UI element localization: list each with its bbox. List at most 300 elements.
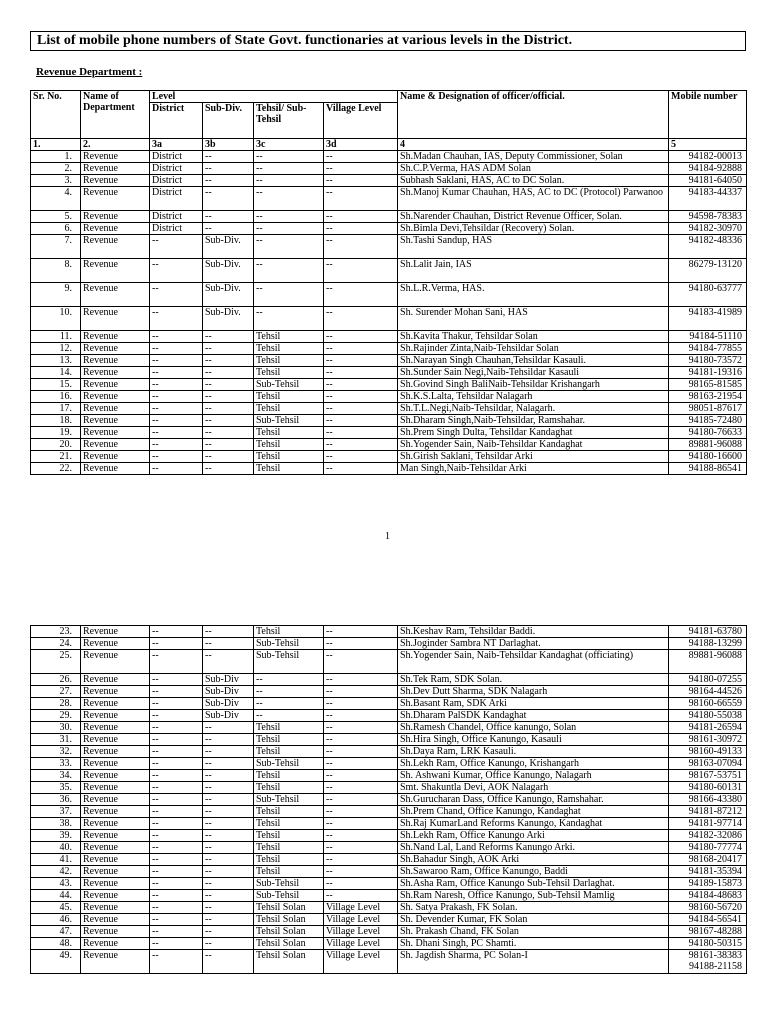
- tehsil-cell: Sub-Tehsil: [254, 890, 324, 902]
- header-tehsil: Tehsil/ Sub-Tehsil: [254, 103, 324, 139]
- mobile-number-cell: 98161-30972: [669, 734, 747, 746]
- department-cell: Revenue: [81, 926, 150, 938]
- tehsil-cell: Tehsil: [254, 842, 324, 854]
- tehsil-cell: Tehsil: [254, 854, 324, 866]
- village-cell: --: [324, 722, 398, 734]
- district-cell: --: [150, 938, 203, 950]
- department-cell: Revenue: [81, 367, 150, 379]
- table-row: [31, 722, 747, 734]
- mobile-number-cell: 98167-48288: [669, 926, 747, 938]
- subdiv-cell: --: [203, 734, 254, 746]
- mobile-number-cell: 94181-19316: [669, 367, 747, 379]
- department-cell: Revenue: [81, 391, 150, 403]
- table-row: [31, 818, 747, 830]
- department-cell: Revenue: [81, 914, 150, 926]
- name-designation-cell: Sh.Lalit Jain, IAS: [398, 259, 669, 283]
- department-cell: Revenue: [81, 650, 150, 674]
- village-cell: --: [324, 259, 398, 283]
- table-row: [31, 830, 747, 842]
- sr-no-cell: 20.: [31, 439, 81, 451]
- tehsil-cell: Sub-Tehsil: [254, 878, 324, 890]
- sr-no-cell: 31.: [31, 734, 81, 746]
- sr-no-cell: 41.: [31, 854, 81, 866]
- sr-no-cell: 40.: [31, 842, 81, 854]
- table-row: [31, 331, 747, 343]
- tehsil-cell: Tehsil: [254, 439, 324, 451]
- district-cell: --: [150, 830, 203, 842]
- department-cell: Revenue: [81, 806, 150, 818]
- subdiv-cell: Sub-Div.: [203, 283, 254, 307]
- village-cell: --: [324, 830, 398, 842]
- name-designation-cell: Sh.K.S.Lalta, Tehsildar Nalagarh: [398, 391, 669, 403]
- tehsil-cell: --: [254, 151, 324, 163]
- header-name-designation: Name & Designation of officer/official.: [398, 91, 669, 139]
- department-cell: Revenue: [81, 259, 150, 283]
- district-cell: --: [150, 259, 203, 283]
- tehsil-cell: Tehsil: [254, 818, 324, 830]
- department-cell: Revenue: [81, 938, 150, 950]
- name-designation-cell: Sh.Lekh Ram, Office Kanungo, Krishangarh: [398, 758, 669, 770]
- table-row: [31, 451, 747, 463]
- header-level: Level: [150, 91, 398, 103]
- mobile-number-cell: 94181-35394: [669, 866, 747, 878]
- tehsil-cell: --: [254, 674, 324, 686]
- table-row: [31, 403, 747, 415]
- name-designation-cell: Sh.Prem Singh Dulta, Tehsildar Kandaghat: [398, 427, 669, 439]
- department-cell: Revenue: [81, 686, 150, 698]
- district-cell: --: [150, 379, 203, 391]
- district-cell: District: [150, 187, 203, 211]
- name-designation-cell: Sh. Devender Kumar, FK Solan: [398, 914, 669, 926]
- department-cell: Revenue: [81, 950, 150, 974]
- village-cell: --: [324, 367, 398, 379]
- mobile-number-cell: 89881-96088: [669, 650, 747, 674]
- sr-no-cell: 43.: [31, 878, 81, 890]
- department-cell: Revenue: [81, 331, 150, 343]
- mobile-number-cell: 98164-44526: [669, 686, 747, 698]
- sr-no-cell: 33.: [31, 758, 81, 770]
- sr-no-cell: 32.: [31, 746, 81, 758]
- district-cell: --: [150, 818, 203, 830]
- department-cell: Revenue: [81, 878, 150, 890]
- tehsil-cell: Tehsil: [254, 463, 324, 475]
- village-cell: --: [324, 674, 398, 686]
- table-row: [31, 283, 747, 307]
- table-row: [31, 427, 747, 439]
- table-row: [31, 211, 747, 223]
- subdiv-cell: Sub-Div: [203, 698, 254, 710]
- name-designation-cell: Sh. Prakash Chand, FK Solan: [398, 926, 669, 938]
- table-row: [31, 187, 747, 211]
- name-designation-cell: Sh.Hira Singh, Office Kanungo, Kasauli: [398, 734, 669, 746]
- tehsil-cell: Tehsil: [254, 830, 324, 842]
- code-subdiv: 3b: [203, 139, 254, 151]
- district-cell: District: [150, 223, 203, 235]
- table-row: [31, 926, 747, 938]
- department-heading: Revenue Department :: [36, 66, 143, 78]
- table-row: [31, 758, 747, 770]
- sr-no-cell: 2.: [31, 163, 81, 175]
- tehsil-cell: Tehsil Solan: [254, 902, 324, 914]
- department-cell: Revenue: [81, 770, 150, 782]
- department-cell: Revenue: [81, 355, 150, 367]
- subdiv-cell: --: [203, 343, 254, 355]
- village-cell: --: [324, 782, 398, 794]
- district-cell: --: [150, 842, 203, 854]
- table-row: [31, 746, 747, 758]
- village-cell: --: [324, 211, 398, 223]
- tehsil-cell: Tehsil: [254, 722, 324, 734]
- table-row: [31, 151, 747, 163]
- subdiv-cell: --: [203, 878, 254, 890]
- village-cell: --: [324, 439, 398, 451]
- mobile-number-cell: 94180-16600: [669, 451, 747, 463]
- tehsil-cell: --: [254, 307, 324, 331]
- sr-no-cell: 11.: [31, 331, 81, 343]
- subdiv-cell: --: [203, 650, 254, 674]
- name-designation-cell: Sh.Yogender Sain, Naib-Tehsildar Kandaghat (officiating): [398, 650, 669, 674]
- name-designation-cell: Sh.Bimla Devi,Tehsildar (Recovery) Solan.: [398, 223, 669, 235]
- department-cell: Revenue: [81, 451, 150, 463]
- district-cell: --: [150, 734, 203, 746]
- district-cell: --: [150, 902, 203, 914]
- sr-no-cell: 3.: [31, 175, 81, 187]
- table-row: [31, 782, 747, 794]
- mobile-number-cell: 94180-50315: [669, 938, 747, 950]
- department-cell: Revenue: [81, 746, 150, 758]
- village-cell: --: [324, 734, 398, 746]
- mobile-number-cell: 94183-41989: [669, 307, 747, 331]
- mobile-number-cell: 98051-87617: [669, 403, 747, 415]
- table-row: [31, 367, 747, 379]
- village-cell: --: [324, 770, 398, 782]
- mobile-number-cell: 98166-43380: [669, 794, 747, 806]
- subdiv-cell: --: [203, 770, 254, 782]
- code-tehsil: 3c: [254, 139, 324, 151]
- subdiv-cell: --: [203, 439, 254, 451]
- subdiv-cell: --: [203, 866, 254, 878]
- mobile-number-cell: 94182-00013: [669, 151, 747, 163]
- village-cell: --: [324, 403, 398, 415]
- subdiv-cell: --: [203, 211, 254, 223]
- tehsil-cell: Tehsil Solan: [254, 926, 324, 938]
- table-row: [31, 223, 747, 235]
- subdiv-cell: --: [203, 187, 254, 211]
- subdiv-cell: --: [203, 830, 254, 842]
- sr-no-cell: 22.: [31, 463, 81, 475]
- sr-no-cell: 44.: [31, 890, 81, 902]
- sr-no-cell: 34.: [31, 770, 81, 782]
- sr-no-cell: 6.: [31, 223, 81, 235]
- name-designation-cell: Sh. Satya Prakash, FK Solan.: [398, 902, 669, 914]
- tehsil-cell: --: [254, 259, 324, 283]
- district-cell: --: [150, 686, 203, 698]
- sr-no-cell: 12.: [31, 343, 81, 355]
- subdiv-cell: --: [203, 794, 254, 806]
- department-cell: Revenue: [81, 890, 150, 902]
- subdiv-cell: --: [203, 842, 254, 854]
- village-cell: --: [324, 223, 398, 235]
- department-cell: Revenue: [81, 902, 150, 914]
- district-cell: --: [150, 950, 203, 974]
- village-cell: --: [324, 187, 398, 211]
- contacts-table-page-1: [30, 90, 747, 475]
- tehsil-cell: Sub-Tehsil: [254, 379, 324, 391]
- table-row: [31, 674, 747, 686]
- name-designation-cell: Sh. Jagdish Sharma, PC Solan-I: [398, 950, 669, 974]
- table-row: [31, 259, 747, 283]
- village-cell: --: [324, 235, 398, 259]
- tehsil-cell: Tehsil: [254, 746, 324, 758]
- subdiv-cell: --: [203, 355, 254, 367]
- sr-no-cell: 49.: [31, 950, 81, 974]
- department-cell: Revenue: [81, 698, 150, 710]
- department-cell: Revenue: [81, 794, 150, 806]
- district-cell: --: [150, 391, 203, 403]
- sr-no-cell: 23.: [31, 626, 81, 638]
- tehsil-cell: Tehsil: [254, 403, 324, 415]
- name-designation-cell: Sh.Tashi Sandup, HAS: [398, 235, 669, 259]
- mobile-number-cell: 94184-77855: [669, 343, 747, 355]
- header-mobile: Mobile number: [669, 91, 747, 139]
- sr-no-cell: 42.: [31, 866, 81, 878]
- village-cell: --: [324, 626, 398, 638]
- village-cell: --: [324, 794, 398, 806]
- contacts-table-page-2: [30, 625, 747, 974]
- village-cell: --: [324, 391, 398, 403]
- subdiv-cell: --: [203, 638, 254, 650]
- village-cell: --: [324, 355, 398, 367]
- mobile-number-cell: 94182-48336: [669, 235, 747, 259]
- village-cell: Village Level: [324, 926, 398, 938]
- mobile-number-cell: 94184-51110: [669, 331, 747, 343]
- tehsil-cell: Tehsil: [254, 770, 324, 782]
- village-cell: --: [324, 415, 398, 427]
- sr-no-cell: 9.: [31, 283, 81, 307]
- subdiv-cell: --: [203, 782, 254, 794]
- table-row: [31, 439, 747, 451]
- subdiv-cell: --: [203, 890, 254, 902]
- tehsil-cell: --: [254, 163, 324, 175]
- sr-no-cell: 29.: [31, 710, 81, 722]
- name-designation-cell: Sh.Yogender Sain, Naib-Tehsildar Kandaghat: [398, 439, 669, 451]
- department-cell: Revenue: [81, 403, 150, 415]
- village-cell: Village Level: [324, 950, 398, 974]
- code-district: 3a: [150, 139, 203, 151]
- subdiv-cell: --: [203, 163, 254, 175]
- village-cell: --: [324, 343, 398, 355]
- mobile-number-cell: 94180-73572: [669, 355, 747, 367]
- district-cell: --: [150, 355, 203, 367]
- subdiv-cell: --: [203, 914, 254, 926]
- mobile-number-cell: 94598-78383: [669, 211, 747, 223]
- page-number: 1: [385, 531, 390, 542]
- name-designation-cell: Sh.L.R.Verma, HAS.: [398, 283, 669, 307]
- sr-no-cell: 7.: [31, 235, 81, 259]
- tehsil-cell: Tehsil: [254, 343, 324, 355]
- mobile-number-cell: 94181-26594: [669, 722, 747, 734]
- table-row: [31, 710, 747, 722]
- mobile-number-cell: 94185-72480: [669, 415, 747, 427]
- mobile-number-cell: 86279-13120: [669, 259, 747, 283]
- header-department: Name of Department: [81, 91, 150, 139]
- department-cell: Revenue: [81, 463, 150, 475]
- mobile-number-cell: 98161-38383 94188-21158: [669, 950, 747, 974]
- name-designation-cell: Man Singh,Naib-Tehsildar Arki: [398, 463, 669, 475]
- district-cell: --: [150, 626, 203, 638]
- mobile-number-cell: 94189-15873: [669, 878, 747, 890]
- department-cell: Revenue: [81, 842, 150, 854]
- village-cell: --: [324, 650, 398, 674]
- department-cell: Revenue: [81, 830, 150, 842]
- table-row: [31, 878, 747, 890]
- district-cell: District: [150, 175, 203, 187]
- name-designation-cell: Sh.Narender Chauhan, District Revenue Officer, Solan.: [398, 211, 669, 223]
- district-cell: --: [150, 403, 203, 415]
- district-cell: --: [150, 806, 203, 818]
- table-row: [31, 890, 747, 902]
- table-row: [31, 866, 747, 878]
- sr-no-cell: 48.: [31, 938, 81, 950]
- district-cell: District: [150, 211, 203, 223]
- department-cell: Revenue: [81, 866, 150, 878]
- district-cell: --: [150, 914, 203, 926]
- sr-no-cell: 19.: [31, 427, 81, 439]
- tehsil-cell: Tehsil Solan: [254, 950, 324, 974]
- table-row: [31, 626, 747, 638]
- department-cell: Revenue: [81, 415, 150, 427]
- subdiv-cell: --: [203, 151, 254, 163]
- village-cell: --: [324, 163, 398, 175]
- sr-no-cell: 35.: [31, 782, 81, 794]
- sr-no-cell: 24.: [31, 638, 81, 650]
- sr-no-cell: 8.: [31, 259, 81, 283]
- subdiv-cell: --: [203, 758, 254, 770]
- subdiv-cell: --: [203, 427, 254, 439]
- header-sr-no: Sr. No.: [31, 91, 81, 139]
- department-cell: Revenue: [81, 187, 150, 211]
- mobile-number-cell: 94180-07255: [669, 674, 747, 686]
- name-designation-cell: Sh.Gurucharan Dass, Office Kanungo, Ramshahar.: [398, 794, 669, 806]
- tehsil-cell: Sub-Tehsil: [254, 650, 324, 674]
- mobile-number-cell: 94184-56541: [669, 914, 747, 926]
- name-designation-cell: Sh. Dhani Singh, PC Shamti.: [398, 938, 669, 950]
- subdiv-cell: --: [203, 938, 254, 950]
- tehsil-cell: Sub-Tehsil: [254, 638, 324, 650]
- sr-no-cell: 46.: [31, 914, 81, 926]
- subdiv-cell: Sub-Div.: [203, 307, 254, 331]
- department-cell: Revenue: [81, 211, 150, 223]
- mobile-number-cell: 94180-63777: [669, 283, 747, 307]
- name-designation-cell: Sh.Lekh Ram, Office Kanungo Arki: [398, 830, 669, 842]
- district-cell: --: [150, 307, 203, 331]
- subdiv-cell: --: [203, 626, 254, 638]
- village-cell: --: [324, 698, 398, 710]
- department-cell: Revenue: [81, 782, 150, 794]
- mobile-number-cell: 94184-92888: [669, 163, 747, 175]
- tehsil-cell: --: [254, 211, 324, 223]
- subdiv-cell: Sub-Div: [203, 686, 254, 698]
- district-cell: --: [150, 854, 203, 866]
- tehsil-cell: Tehsil: [254, 391, 324, 403]
- sr-no-cell: 38.: [31, 818, 81, 830]
- table-row: [31, 638, 747, 650]
- village-cell: --: [324, 638, 398, 650]
- department-cell: Revenue: [81, 283, 150, 307]
- tehsil-cell: Sub-Tehsil: [254, 758, 324, 770]
- name-designation-cell: Sh.Joginder Sambra NT Darlaghat.: [398, 638, 669, 650]
- table-row: [31, 415, 747, 427]
- tehsil-cell: --: [254, 283, 324, 307]
- tehsil-cell: --: [254, 698, 324, 710]
- mobile-number-cell: 94181-63780: [669, 626, 747, 638]
- village-cell: Village Level: [324, 914, 398, 926]
- district-cell: --: [150, 782, 203, 794]
- district-cell: --: [150, 746, 203, 758]
- district-cell: --: [150, 674, 203, 686]
- sr-no-cell: 21.: [31, 451, 81, 463]
- village-cell: --: [324, 842, 398, 854]
- tehsil-cell: Tehsil: [254, 626, 324, 638]
- tehsil-cell: Tehsil: [254, 806, 324, 818]
- table-row: [31, 163, 747, 175]
- subdiv-cell: --: [203, 902, 254, 914]
- tehsil-cell: Tehsil: [254, 866, 324, 878]
- name-designation-cell: Sh.Sunder Sain Negi,Naib-Tehsildar Kasauli: [398, 367, 669, 379]
- name-designation-cell: Sh.T.L.Negi,Naib-Tehsildar, Nalagarh.: [398, 403, 669, 415]
- sr-no-cell: 30.: [31, 722, 81, 734]
- name-designation-cell: Sh.Rajinder Zinta,Naib-Tehsildar Solan: [398, 343, 669, 355]
- district-cell: --: [150, 878, 203, 890]
- mobile-number-cell: 94180-60131: [669, 782, 747, 794]
- department-cell: Revenue: [81, 427, 150, 439]
- name-designation-cell: Sh.Prem Chand, Office Kanungo, Kandaghat: [398, 806, 669, 818]
- table-row: [31, 902, 747, 914]
- table-row: [31, 343, 747, 355]
- subdiv-cell: --: [203, 223, 254, 235]
- table-row: [31, 854, 747, 866]
- sr-no-cell: 5.: [31, 211, 81, 223]
- department-cell: Revenue: [81, 235, 150, 259]
- table-row: [31, 235, 747, 259]
- mobile-number-cell: 94188-13299: [669, 638, 747, 650]
- district-cell: --: [150, 367, 203, 379]
- department-cell: Revenue: [81, 722, 150, 734]
- village-cell: --: [324, 331, 398, 343]
- subdiv-cell: --: [203, 854, 254, 866]
- sr-no-cell: 14.: [31, 367, 81, 379]
- code-village: 3d: [324, 139, 398, 151]
- district-cell: --: [150, 758, 203, 770]
- name-designation-cell: Sh. Ashwani Kumar, Office Kanungo, Nalagarh: [398, 770, 669, 782]
- village-cell: --: [324, 175, 398, 187]
- tehsil-cell: Sub-Tehsil: [254, 415, 324, 427]
- table-row: [31, 770, 747, 782]
- name-designation-cell: Sh. Surender Mohan Sani, HAS: [398, 307, 669, 331]
- village-cell: --: [324, 818, 398, 830]
- mobile-number-cell: 98160-66559: [669, 698, 747, 710]
- tehsil-cell: Tehsil Solan: [254, 914, 324, 926]
- tehsil-cell: --: [254, 235, 324, 259]
- sr-no-cell: 10.: [31, 307, 81, 331]
- department-cell: Revenue: [81, 734, 150, 746]
- name-designation-cell: Sh.Govind Singh BaliNaib-Tehsildar Krishangarh: [398, 379, 669, 391]
- mobile-number-cell: 94180-76633: [669, 427, 747, 439]
- district-cell: --: [150, 415, 203, 427]
- district-cell: District: [150, 163, 203, 175]
- tehsil-cell: Sub-Tehsil: [254, 794, 324, 806]
- sr-no-cell: 1.: [31, 151, 81, 163]
